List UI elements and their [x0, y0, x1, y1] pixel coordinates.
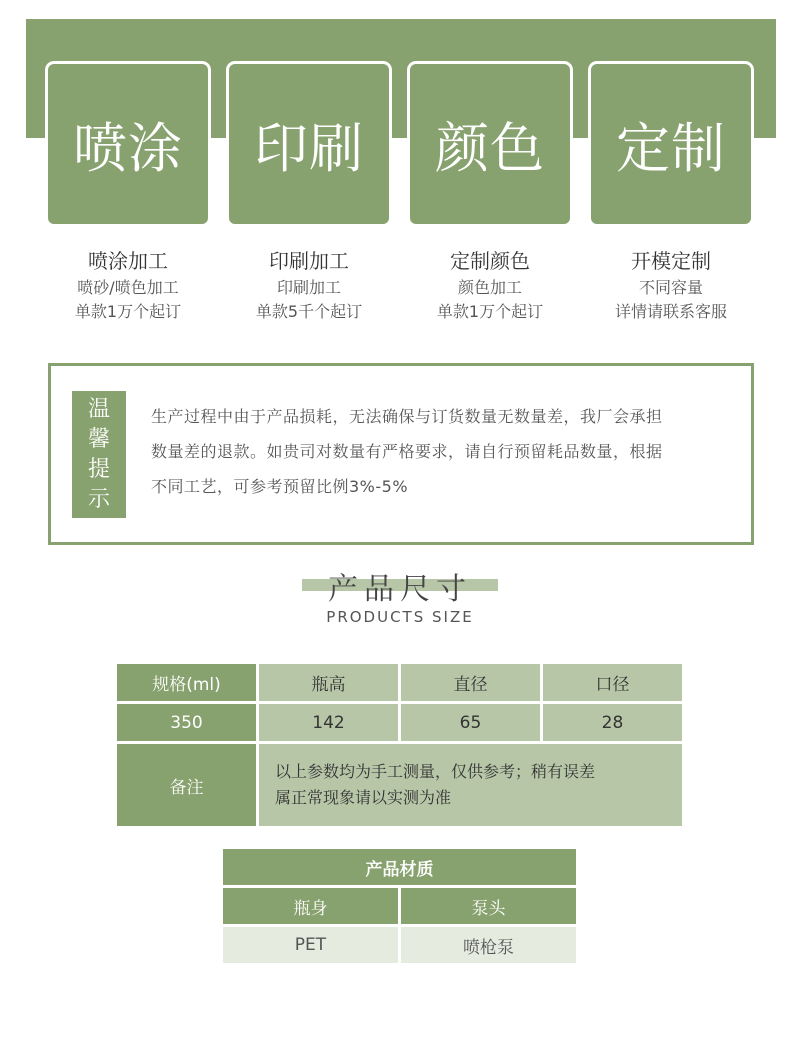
service-title: 喷涂加工 — [88, 249, 168, 273]
service-title: 开模定制 — [631, 249, 711, 273]
service-print — [218, 246, 400, 324]
service-desc: 喷砂/喷色加工 — [77, 278, 179, 297]
section-subtitle: PRODUCTS SIZE — [326, 608, 474, 626]
table-header-row — [117, 664, 682, 701]
table-row — [223, 927, 576, 963]
tile-print: 印刷 — [226, 61, 392, 227]
notice-label-char: 温 — [87, 396, 110, 422]
table-cell: 142 — [259, 704, 398, 741]
service-desc: 印刷加工 — [276, 278, 341, 297]
table-cell: PET — [223, 927, 398, 963]
table-header-cell: 口径 — [543, 664, 682, 701]
remark-line: 以上参数均为手工测量，仅供参考；稍有误差 — [275, 762, 596, 781]
table-cell: 28 — [543, 704, 682, 741]
service-moq: 单款1万个起订 — [436, 302, 544, 321]
notice-label-char: 馨 — [87, 426, 110, 452]
remark-line: 属正常现象请以实测为准 — [275, 788, 452, 807]
table-header-row — [223, 888, 576, 924]
notice-line: 生产过程中由于产品损耗，无法确保与订货数量无数量差，我厂会承担 — [151, 407, 663, 426]
remark-text — [259, 744, 682, 826]
notice-label-char: 提 — [87, 456, 110, 482]
notice-label-char: 示 — [87, 486, 110, 512]
notice-box — [48, 363, 754, 545]
table-header-cell: 泵头 — [401, 888, 576, 924]
section-title: 产品尺寸 — [328, 572, 472, 607]
remark-label: 备注 — [117, 744, 256, 826]
service-contact: 详情请联系客服 — [614, 302, 727, 321]
size-table — [114, 661, 685, 829]
table-row — [117, 704, 682, 741]
notice-label — [72, 391, 126, 518]
table-cell: 65 — [401, 704, 540, 741]
notice-line: 数量差的退款。如贵司对数量有严格要求，请自行预留耗品数量，根据 — [151, 442, 663, 461]
service-moq: 单款1万个起订 — [74, 302, 182, 321]
table-title-row — [223, 849, 576, 885]
tile-custom: 定制 — [588, 61, 754, 227]
table-header-cell: 直径 — [401, 664, 540, 701]
service-color — [399, 246, 581, 324]
table-header-cell: 瓶高 — [259, 664, 398, 701]
service-spray — [37, 246, 219, 324]
service-title: 定制颜色 — [450, 249, 530, 273]
notice-line: 不同工艺，可参考预留比例3%-5% — [151, 477, 409, 496]
material-table — [220, 846, 579, 966]
tile-spray: 喷涂 — [45, 61, 211, 227]
service-mold — [580, 246, 762, 324]
service-title: 印刷加工 — [269, 249, 349, 273]
table-cell: 350 — [117, 704, 256, 741]
service-moq: 单款5千个起订 — [255, 302, 363, 321]
service-desc: 颜色加工 — [457, 278, 522, 297]
table-header-cell: 瓶身 — [223, 888, 398, 924]
table-header-cell: 规格(ml) — [117, 664, 256, 701]
tile-color: 颜色 — [407, 61, 573, 227]
service-desc: 不同容量 — [638, 278, 703, 297]
table-cell: 喷枪泵 — [401, 927, 576, 963]
notice-text — [151, 399, 737, 504]
material-title: 产品材质 — [223, 849, 576, 885]
table-remark-row — [117, 744, 682, 826]
